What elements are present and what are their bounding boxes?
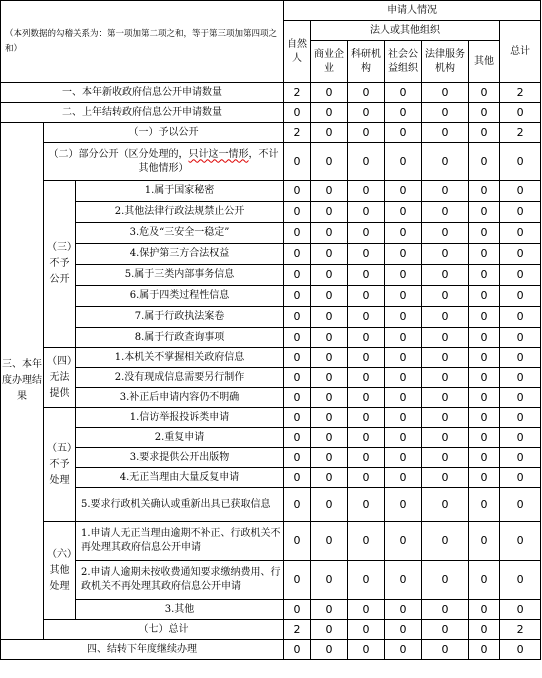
row-label: 6.属于四类过程性信息 [76, 286, 284, 307]
value-cell: 0 [422, 265, 469, 286]
value-cell: 0 [385, 468, 422, 488]
value-cell: 0 [385, 388, 422, 408]
value-cell: 0 [422, 286, 469, 307]
col-header: 商业企业 [311, 41, 348, 83]
value-cell: 0 [311, 83, 348, 103]
table-row [1, 244, 541, 265]
value-cell: 0 [284, 388, 311, 408]
value-cell: 0 [284, 640, 311, 660]
table-row [1, 123, 541, 143]
value-cell: 0 [284, 600, 311, 620]
value-cell: 0 [500, 307, 541, 328]
value-cell: 0 [385, 202, 422, 223]
value-cell: 0 [469, 286, 500, 307]
value-cell: 0 [284, 307, 311, 328]
group-label: （六）其他处理 [44, 522, 76, 620]
value-cell: 0 [469, 223, 500, 244]
row-label: 3.危及“三安全一稳定” [76, 223, 284, 244]
value-cell: 0 [469, 307, 500, 328]
row-label: 2.没有现成信息需要另行制作 [76, 368, 284, 388]
value-cell: 0 [500, 468, 541, 488]
label-part: ，不计其他情形） [138, 148, 279, 174]
value-cell: 0 [422, 123, 469, 143]
value-cell: 0 [500, 522, 541, 561]
value-cell: 0 [422, 488, 469, 522]
value-cell: 0 [422, 328, 469, 348]
value-cell: 0 [469, 640, 500, 660]
value-cell: 0 [500, 408, 541, 428]
value-cell: 0 [500, 388, 541, 408]
value-cell: 0 [348, 561, 385, 600]
value-cell: 0 [311, 286, 348, 307]
value-cell: 0 [385, 123, 422, 143]
row-label: 5.属于三类内部事务信息 [76, 265, 284, 286]
table-row [1, 620, 541, 640]
row-label: 1.信访举报投诉类申请 [76, 408, 284, 428]
value-cell: 0 [348, 181, 385, 202]
value-cell: 0 [469, 244, 500, 265]
value-cell: 0 [385, 348, 422, 368]
value-cell: 0 [284, 328, 311, 348]
table-row [1, 408, 541, 428]
value-cell: 0 [385, 408, 422, 428]
value-cell: 2 [500, 83, 541, 103]
value-cell: 0 [422, 428, 469, 448]
value-cell: 2 [284, 83, 311, 103]
table-row [1, 202, 541, 223]
value-cell: 0 [348, 408, 385, 428]
value-cell: 0 [348, 286, 385, 307]
value-cell: 0 [284, 286, 311, 307]
row-label: 3.补正后申请内容仍不明确 [76, 388, 284, 408]
value-cell: 0 [385, 561, 422, 600]
row-label: 二、上年结转政府信息公开申请数量 [1, 103, 284, 123]
value-cell: 0 [385, 368, 422, 388]
value-cell: 0 [311, 522, 348, 561]
value-cell: 0 [500, 561, 541, 600]
value-cell: 0 [422, 307, 469, 328]
value-cell: 0 [284, 428, 311, 448]
value-cell: 0 [348, 388, 385, 408]
value-cell: 0 [422, 640, 469, 660]
value-cell: 0 [348, 522, 385, 561]
table-row [1, 103, 541, 123]
table-row [1, 561, 541, 600]
value-cell: 0 [469, 328, 500, 348]
value-cell: 0 [469, 620, 500, 640]
value-cell: 0 [284, 348, 311, 368]
value-cell: 0 [348, 83, 385, 103]
value-cell: 0 [348, 307, 385, 328]
value-cell: 0 [311, 488, 348, 522]
value-cell: 0 [469, 348, 500, 368]
col-header: 法律服务机构 [422, 41, 469, 83]
value-cell: 0 [348, 202, 385, 223]
value-cell: 0 [348, 123, 385, 143]
value-cell: 2 [284, 123, 311, 143]
value-cell: 2 [284, 620, 311, 640]
value-cell: 0 [422, 348, 469, 368]
value-cell: 0 [422, 223, 469, 244]
value-cell: 0 [385, 286, 422, 307]
row-label: 7.属于行政执法案卷 [76, 307, 284, 328]
value-cell: 0 [311, 620, 348, 640]
value-cell: 0 [311, 428, 348, 448]
value-cell: 0 [311, 223, 348, 244]
value-cell: 0 [348, 468, 385, 488]
group-label: （三）不予公开 [44, 181, 76, 348]
group-label: （四）无法提供 [44, 348, 76, 408]
value-cell: 0 [284, 103, 311, 123]
value-cell: 0 [385, 181, 422, 202]
value-cell: 0 [311, 640, 348, 660]
value-cell: 0 [348, 428, 385, 448]
value-cell: 0 [284, 468, 311, 488]
value-cell: 0 [284, 561, 311, 600]
value-cell: 0 [348, 488, 385, 522]
col-header: 其他 [469, 41, 500, 83]
value-cell: 0 [348, 448, 385, 468]
table-row [1, 307, 541, 328]
value-cell: 0 [284, 223, 311, 244]
row-label: 2.重复申请 [76, 428, 284, 448]
value-cell: 0 [422, 600, 469, 620]
row-label: 8.属于行政查询事项 [76, 328, 284, 348]
value-cell: 0 [385, 620, 422, 640]
value-cell: 0 [284, 448, 311, 468]
value-cell: 0 [469, 265, 500, 286]
row-label: 1.属于国家秘密 [76, 181, 284, 202]
table-row [1, 265, 541, 286]
table-row [1, 348, 541, 368]
row-label: 一、本年新收政府信息公开申请数量 [1, 83, 284, 103]
value-cell: 0 [284, 202, 311, 223]
value-cell: 2 [500, 620, 541, 640]
value-cell: 0 [422, 448, 469, 468]
table-row [1, 83, 541, 103]
value-cell: 0 [469, 143, 500, 181]
value-cell: 0 [311, 143, 348, 181]
value-cell: 0 [422, 202, 469, 223]
value-cell: 0 [469, 83, 500, 103]
value-cell: 0 [469, 522, 500, 561]
value-cell: 0 [469, 368, 500, 388]
value-cell: 0 [469, 408, 500, 428]
value-cell: 0 [348, 600, 385, 620]
value-cell: 0 [500, 428, 541, 448]
value-cell: 0 [469, 123, 500, 143]
value-cell: 0 [311, 408, 348, 428]
value-cell: 0 [348, 640, 385, 660]
row-label: 2.其他法律行政法规禁止公开 [76, 202, 284, 223]
value-cell: 0 [385, 488, 422, 522]
value-cell: 0 [469, 181, 500, 202]
table-row [1, 143, 541, 181]
table-row [1, 388, 541, 408]
value-cell: 0 [500, 348, 541, 368]
value-cell: 0 [311, 103, 348, 123]
value-cell: 0 [385, 307, 422, 328]
value-cell: 0 [422, 244, 469, 265]
row-label: 4.无正当理由大量反复申请 [76, 468, 284, 488]
table-row [1, 181, 541, 202]
value-cell: 0 [348, 348, 385, 368]
value-cell: 0 [500, 640, 541, 660]
value-cell: 0 [500, 600, 541, 620]
value-cell: 0 [348, 223, 385, 244]
value-cell: 0 [311, 448, 348, 468]
value-cell: 0 [311, 328, 348, 348]
row-label: 2.申请人逾期未按收费通知要求缴纳费用、行政机关不再处理其政府信息公开申请 [76, 561, 284, 600]
value-cell: 0 [469, 448, 500, 468]
row-label: 4.保护第三方合法权益 [76, 244, 284, 265]
value-cell: 0 [469, 600, 500, 620]
table-row [1, 488, 541, 522]
value-cell: 0 [348, 368, 385, 388]
value-cell: 0 [348, 143, 385, 181]
table-row [1, 368, 541, 388]
value-cell: 0 [422, 103, 469, 123]
value-cell: 0 [500, 181, 541, 202]
value-cell: 0 [348, 244, 385, 265]
value-cell: 0 [311, 307, 348, 328]
value-cell: 0 [385, 640, 422, 660]
label-emphasis: 只计这一情形 [188, 148, 249, 160]
table-row [1, 286, 541, 307]
header-note: （本列数据的勾稽关系为：第一项加第二项之和，等于第三项加第四项之和） [1, 1, 284, 83]
value-cell: 0 [311, 202, 348, 223]
value-cell: 0 [500, 448, 541, 468]
value-cell: 0 [500, 103, 541, 123]
total-header: 总计 [500, 21, 541, 83]
value-cell: 0 [422, 181, 469, 202]
section-three-label: 三、本年度办理结果 [1, 123, 44, 640]
value-cell: 0 [311, 388, 348, 408]
value-cell: 0 [422, 620, 469, 640]
value-cell: 0 [311, 123, 348, 143]
applicant-status-header: 申请人情况 [284, 1, 541, 21]
value-cell: 0 [311, 368, 348, 388]
value-cell: 0 [422, 143, 469, 181]
value-cell: 0 [385, 428, 422, 448]
value-cell: 0 [311, 600, 348, 620]
value-cell: 0 [422, 388, 469, 408]
value-cell: 2 [500, 123, 541, 143]
value-cell: 0 [500, 286, 541, 307]
row-label: 3.要求提供公开出版物 [76, 448, 284, 468]
value-cell: 0 [500, 368, 541, 388]
value-cell: 0 [500, 488, 541, 522]
table-row [1, 223, 541, 244]
col-header: 社会公益组织 [385, 41, 422, 83]
value-cell: 0 [385, 223, 422, 244]
row-label [44, 143, 284, 181]
value-cell: 0 [385, 83, 422, 103]
value-cell: 0 [284, 143, 311, 181]
value-cell: 0 [469, 103, 500, 123]
value-cell: 0 [500, 265, 541, 286]
value-cell: 0 [500, 328, 541, 348]
value-cell: 0 [385, 143, 422, 181]
natural-person-header: 自然人 [284, 21, 311, 83]
table-row [1, 522, 541, 561]
row-label: 1.申请人无正当理由逾期不补正、行政机关不再处理其政府信息公开申请 [76, 522, 284, 561]
col-header: 科研机构 [348, 41, 385, 83]
value-cell: 0 [469, 388, 500, 408]
value-cell: 0 [284, 244, 311, 265]
value-cell: 0 [385, 448, 422, 468]
table-row [1, 600, 541, 620]
row-label: （一）予以公开 [44, 123, 284, 143]
value-cell: 0 [311, 561, 348, 600]
table-row [1, 448, 541, 468]
value-cell: 0 [500, 244, 541, 265]
row-label: （七）总计 [44, 620, 284, 640]
table-row [1, 328, 541, 348]
value-cell: 0 [385, 328, 422, 348]
row-label: 3.其他 [76, 600, 284, 620]
value-cell: 0 [500, 143, 541, 181]
value-cell: 0 [469, 202, 500, 223]
value-cell: 0 [469, 488, 500, 522]
value-cell: 0 [422, 561, 469, 600]
value-cell: 0 [422, 408, 469, 428]
value-cell: 0 [311, 265, 348, 286]
value-cell: 0 [311, 468, 348, 488]
value-cell: 0 [422, 522, 469, 561]
value-cell: 0 [422, 468, 469, 488]
value-cell: 0 [284, 368, 311, 388]
value-cell: 0 [284, 265, 311, 286]
value-cell: 0 [311, 348, 348, 368]
value-cell: 0 [348, 265, 385, 286]
table-row [1, 428, 541, 448]
table-row [1, 468, 541, 488]
value-cell: 0 [311, 244, 348, 265]
group-label: （五）不予处理 [44, 408, 76, 522]
value-cell: 0 [385, 244, 422, 265]
value-cell: 0 [500, 202, 541, 223]
value-cell: 0 [385, 600, 422, 620]
value-cell: 0 [422, 368, 469, 388]
label-part: （二）部分公开（区分处理的， [48, 148, 189, 160]
row-label: 四、结转下年度继续办理 [1, 640, 284, 660]
value-cell: 0 [284, 408, 311, 428]
value-cell: 0 [385, 522, 422, 561]
value-cell: 0 [469, 561, 500, 600]
value-cell: 0 [284, 522, 311, 561]
value-cell: 0 [469, 468, 500, 488]
value-cell: 0 [348, 103, 385, 123]
value-cell: 0 [469, 428, 500, 448]
value-cell: 0 [385, 265, 422, 286]
value-cell: 0 [348, 620, 385, 640]
table-row [1, 640, 541, 660]
row-label: 1.本机关不掌握相关政府信息 [76, 348, 284, 368]
value-cell: 0 [284, 488, 311, 522]
value-cell: 0 [500, 223, 541, 244]
legal-group-header: 法人或其他组织 [311, 21, 500, 41]
value-cell: 0 [284, 181, 311, 202]
value-cell: 0 [385, 103, 422, 123]
row-label: 5.要求行政机关确认或重新出具已获取信息 [76, 488, 284, 522]
value-cell: 0 [348, 328, 385, 348]
value-cell: 0 [422, 83, 469, 103]
value-cell: 0 [311, 181, 348, 202]
